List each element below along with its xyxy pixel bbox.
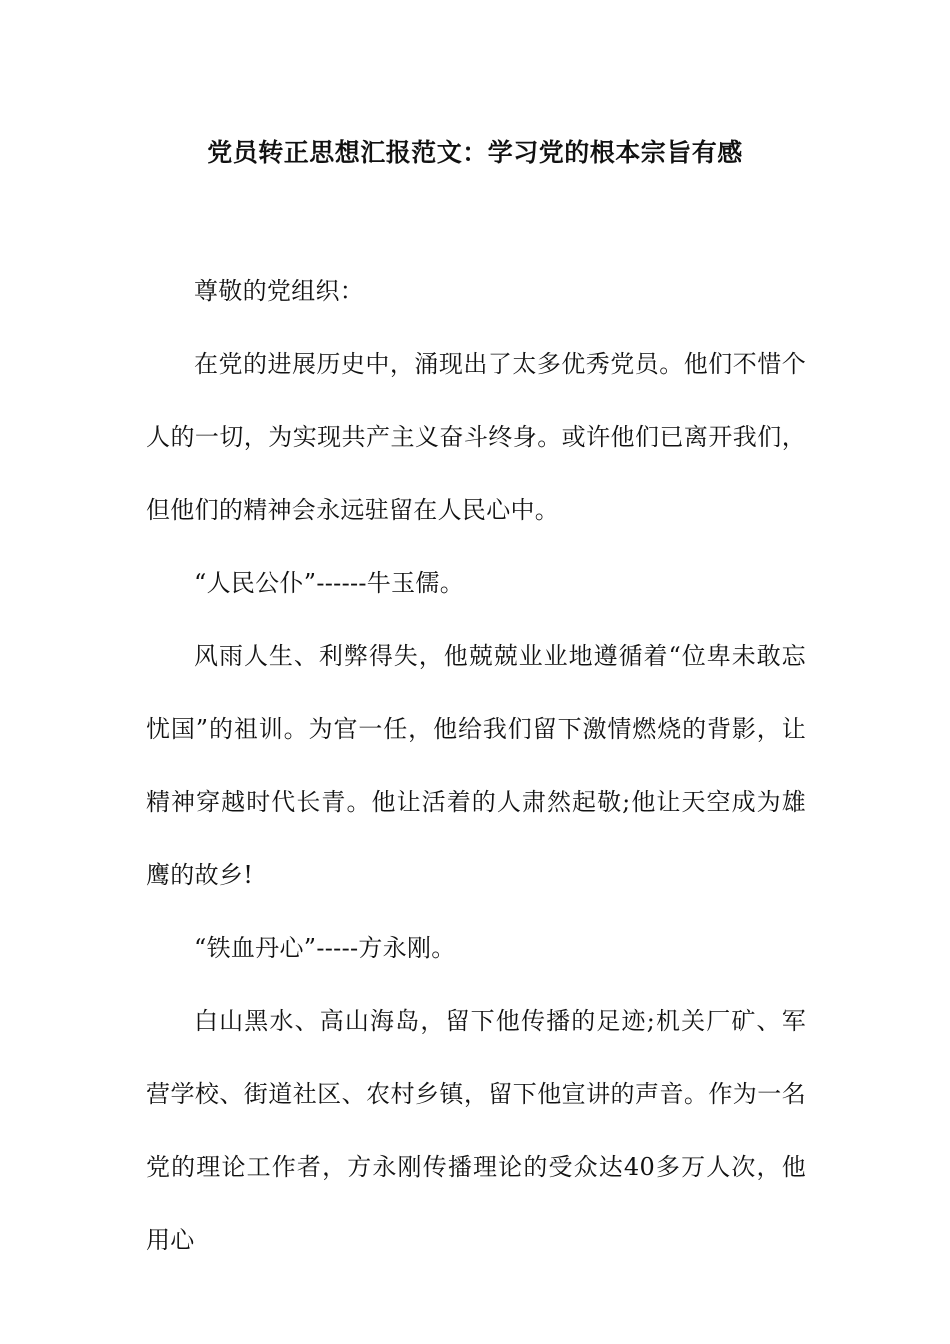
salutation: 尊敬的党组织： [194, 277, 365, 305]
paragraph-history: 在党的进展历史中，涌现出了太多优秀党员。他们不惜个人的一切，为实现共产主义奋斗终身。或许他们已离开我们，但他们的精神会永远驻留在人民心中。 [146, 350, 806, 524]
document-body [146, 255, 806, 1277]
paragraph-niu-yuru: 风雨人生、利弊得失，他兢兢业业地遵循着“位卑未敢忘忧国”的祖训。为官一任，他给我们留下激情燃烧的背影，让精神穿越时代长青。他让活着的人肃然起敬;他让天空成为雄鹰的故乡! [146, 642, 806, 889]
paragraph-fang-yonggang-heading: “铁血丹心”-----方永刚。 [194, 934, 456, 962]
document-title: 党员转正思想汇报范文：学习党的根本宗旨有感 [207, 138, 743, 167]
paragraph-niu-yuru-heading: “人民公仆”------牛玉儒。 [194, 569, 464, 597]
paragraph-fang-yonggang: 白山黑水、高山海岛，留下他传播的足迹;机关厂矿、军营学校、街道社区、农村乡镇，留下他宣讲的声音。作为一名党的理论工作者，方永刚传播理论的受众达40多万人次，他用心 [146, 1007, 806, 1254]
